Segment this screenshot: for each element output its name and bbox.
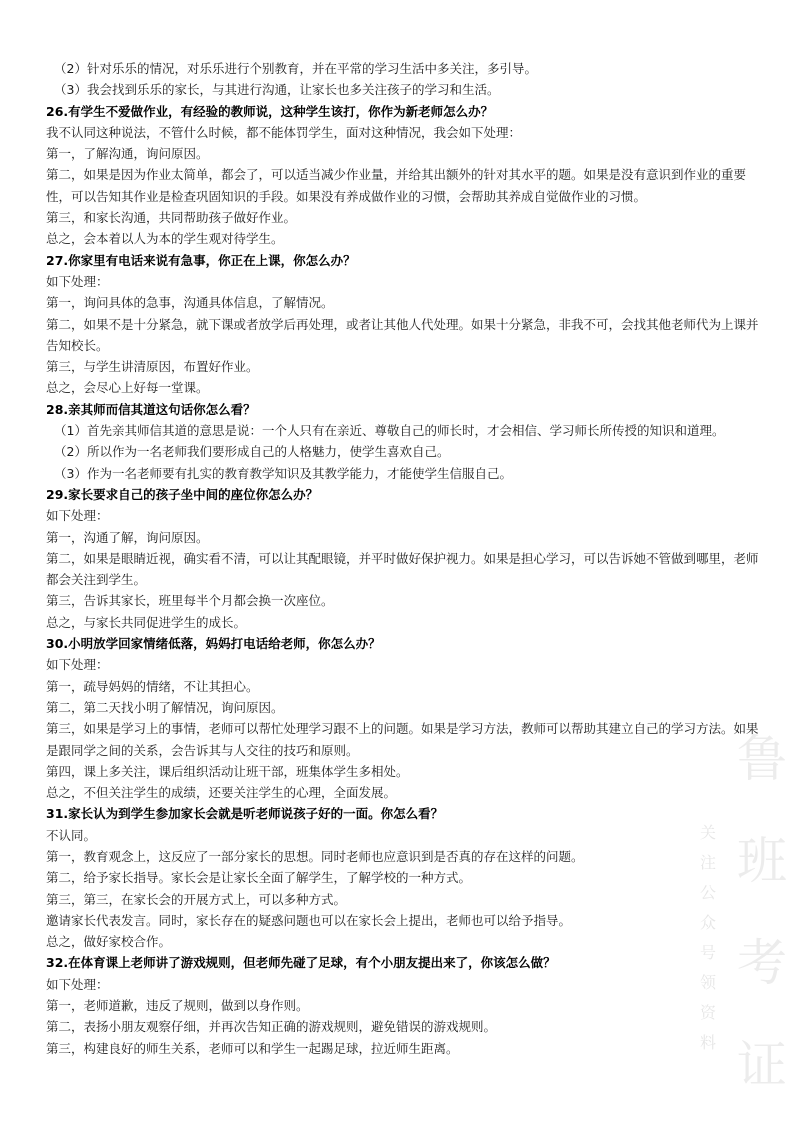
paragraph-line: 总之，做好家校合作。 bbox=[46, 934, 172, 950]
list-item: （1）首先亲其师信其道的意思是说：一个人只有在亲近、尊敬自己的师长时，才会相信、学习师长所传授的知识和道理。 bbox=[54, 423, 725, 439]
question-heading: 26.有学生不爱做作业，有经验的教师说，这种学生该打，你作为新老师怎么办？ bbox=[46, 103, 494, 119]
list-item: （3）作为一名老师要有扎实的教育教学知识及其教学能力，才能使学生信服自己。 bbox=[54, 465, 512, 481]
paragraph-line: 第一，教育观念上，这反应了一部分家长的思想。同时老师也应意识到是否真的存在这样的问题。 bbox=[46, 848, 584, 864]
watermark-char: 证 bbox=[737, 1036, 787, 1094]
paragraph-line: 第三，和家长沟通，共同帮助孩子做好作业。 bbox=[46, 210, 297, 226]
paragraph-line: 第一，沟通了解，询问原因。 bbox=[46, 529, 209, 545]
paragraph-line: 第一，了解沟通，询问原因。 bbox=[46, 146, 209, 162]
list-item: （2）针对乐乐的情况，对乐乐进行个别教育，并在平常的学习生活中多关注，多引导。 bbox=[54, 61, 537, 76]
paragraph-line: 总之，会尽心上好每一堂课。 bbox=[46, 380, 209, 396]
watermark-char: 众 bbox=[699, 913, 716, 932]
watermark-char: 资 bbox=[699, 1003, 716, 1022]
question-heading: 28.亲其师而信其道这句话你怎么看？ bbox=[46, 401, 256, 417]
paragraph-line: 第三，与学生讲清原因，布置好作业。 bbox=[46, 359, 259, 375]
paragraph: 第二，如果是因为作业太简单，都会了，可以适当减少作业量，并给其出额外的针对其水平的题。如果是没有意识到作业的重要性，可以告知其作业是检查巩固知识的手段。如果没有养成做作业的习惯，会帮助其养成自觉做作业的习惯。 bbox=[46, 167, 747, 204]
list-item: （3）我会找到乐乐的家长，与其进行沟通，让家长也多关注孩子的学习和生活。 bbox=[54, 82, 500, 98]
document-lines bbox=[46, 58, 768, 1059]
paragraph-line: 第二，给予家长指导。家长会是让家长全面了解学生，了解学校的一种方式。 bbox=[46, 870, 472, 886]
watermark-char: 考 bbox=[737, 934, 787, 992]
paragraph-line: 不认同。 bbox=[46, 827, 97, 843]
watermark-char: 公 bbox=[699, 883, 716, 902]
question-heading: 32.在体育课上老师讲了游戏规则，但老师先碰了足球，有个小朋友提出来了，你该怎么做？ bbox=[46, 955, 556, 971]
paragraph-line: 总之，会本着以人为本的学生观对待学生。 bbox=[46, 231, 284, 247]
paragraph-line: 第一，疏导妈妈的情绪，不让其担心。 bbox=[46, 678, 259, 694]
paragraph: 第三，如果是学习上的事情，老师可以帮忙处理学习跟不上的问题。如果是学习方法，教师可以帮助其建立自己的学习方法。如果是跟同学之间的关系，会告诉其与人交往的技巧和原则。 bbox=[46, 721, 759, 758]
watermark-char: 鲁 bbox=[737, 730, 787, 788]
paragraph: 第二，如果是眼睛近视，确实看不清，可以让其配眼镜，并平时做好保护视力。如果是担心学习，可以告诉她不管做到哪里，老师都会关注到学生。 bbox=[46, 550, 759, 588]
paragraph-line: 第一，老师道歉，违反了规则，做到以身作则。 bbox=[46, 998, 309, 1014]
paragraph-line: 如下处理： bbox=[46, 508, 109, 524]
watermark-char: 班 bbox=[737, 832, 787, 890]
document-body bbox=[46, 58, 768, 1059]
question-heading: 27.你家里有电话来说有急事，你正在上课，你怎么办？ bbox=[46, 252, 356, 268]
list-item: （2）所以作为一名老师我们要形成自己的人格魅力，使学生喜欢自己。 bbox=[54, 444, 450, 460]
question-heading: 31.家长认为到学生参加家长会就是听老师说孩子好的一面。你怎么看？ bbox=[46, 806, 444, 822]
paragraph-line: 第三，构建良好的师生关系，老师可以和学生一起踢足球，拉近师生距离。 bbox=[46, 1040, 459, 1056]
question-heading: 30.小明放学回家情绪低落，妈妈打电话给老师，你怎么办？ bbox=[46, 636, 381, 652]
paragraph-line: 第三，第三，在家长会的开展方式上，可以多种方式。 bbox=[46, 891, 347, 907]
paragraph-line: 总之，与家长共同促进学生的成长。 bbox=[46, 614, 247, 630]
paragraph-line: 第四，课上多关注，课后组织活动让班干部，班集体学生多相处。 bbox=[46, 763, 409, 779]
question-heading: 29.家长要求自己的孩子坐中间的座位你怎么办？ bbox=[46, 486, 319, 502]
paragraph-line: 我不认同这种说法，不管什么时候，都不能体罚学生，面对这种情况，我会如下处理： bbox=[46, 124, 522, 140]
paragraph-line: 如下处理： bbox=[46, 657, 109, 673]
paragraph-line: 第三，告诉其家长，班里每半个月都会换一次座位。 bbox=[46, 593, 334, 609]
paragraph-line: 如下处理： bbox=[46, 976, 109, 992]
watermark-char: 料 bbox=[699, 1033, 716, 1052]
paragraph-line: 第一，询问具体的急事，沟通具体信息，了解情况。 bbox=[46, 295, 334, 311]
paragraph: 第二，如果不是十分紧急，就下课或者放学后再处理，或者让其他人代处理。如果十分紧急，非我不可，会找其他老师代为上课并告知校长。 bbox=[46, 316, 759, 353]
watermark-char: 号 bbox=[699, 943, 716, 962]
paragraph-line: 邀请家长代表发言。同时，家长存在的疑惑问题也可以在家长会上提出，老师也可以给予指导。 bbox=[46, 912, 572, 928]
paragraph-line: 第二，表扬小朋友观察仔细，并再次告知正确的游戏规则，避免错误的游戏规则。 bbox=[46, 1019, 497, 1035]
paragraph-line: 如下处理： bbox=[46, 273, 109, 289]
watermark-char: 领 bbox=[699, 973, 716, 992]
paragraph-line: 总之，不但关注学生的成绩，还要关注学生的心理，全面发展。 bbox=[46, 785, 397, 801]
watermark-char: 关 bbox=[699, 823, 716, 842]
watermark-char: 注 bbox=[699, 853, 716, 872]
paragraph-line: 第二，第二天找小明了解情况，询问原因。 bbox=[46, 699, 284, 715]
